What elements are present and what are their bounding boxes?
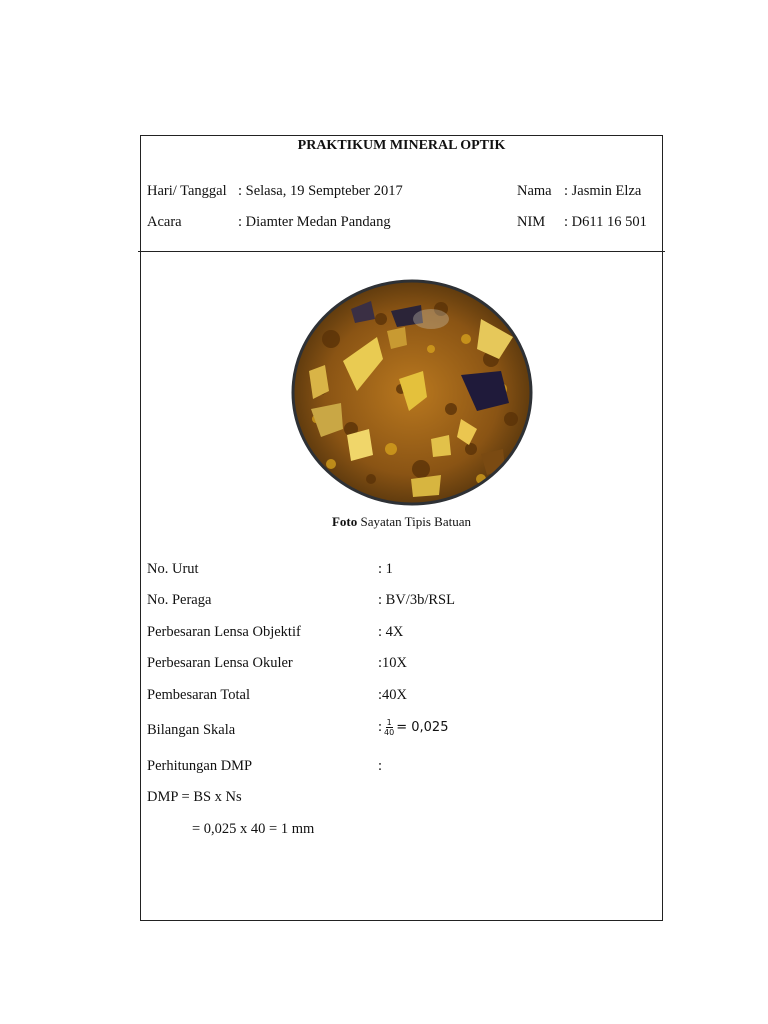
nim-label: NIM (517, 214, 546, 230)
page-title: PRAKTIKUM MINERAL OPTIK (297, 138, 506, 153)
formula-line-1: DMP = BS x Ns (147, 789, 242, 805)
formula-line-2: = 0,025 x 40 = 1 mm (192, 821, 315, 837)
hari-label: Hari/ Tanggal (147, 183, 227, 199)
nim-value: : D611 16 501 (564, 214, 647, 230)
fraction-numerator: 1 (386, 718, 392, 727)
detail-label-peraga: No. Peraga (147, 592, 212, 608)
fraction-denominator: 40 (384, 728, 395, 737)
header-divider (138, 251, 665, 252)
detail-label-objektif: Perbesaran Lensa Objektif (147, 624, 301, 640)
detail-value-urut: : 1 (378, 561, 393, 577)
detail-value-peraga: : BV/3b/RSL (378, 592, 455, 608)
acara-value: : Diamter Medan Pandang (238, 214, 391, 230)
thin-section-photo (291, 279, 533, 506)
detail-value-total: :40X (378, 687, 407, 703)
detail-value-okuler: :10X (378, 655, 407, 671)
skala-colon: : (378, 718, 383, 735)
photo-caption (140, 514, 663, 530)
detail-value-dmp: : (378, 758, 383, 774)
caption-text: Sayatan Tipis Batuan (357, 514, 472, 529)
caption-bold: Foto (331, 514, 358, 529)
detail-label-urut: No. Urut (147, 561, 199, 577)
acara-label: Acara (147, 214, 182, 230)
detail-label-skala: Bilangan Skala (147, 722, 236, 738)
nama-value: : Jasmin Elza (564, 183, 642, 199)
nama-label: Nama (517, 183, 552, 199)
detail-label-okuler: Perbesaran Lensa Okuler (147, 655, 293, 671)
detail-value-skala (378, 718, 448, 737)
detail-value-objektif: : 4X (378, 624, 404, 640)
detail-label-dmp: Perhitungan DMP (147, 758, 253, 774)
hari-value: : Selasa, 19 Sempteber 2017 (238, 183, 403, 199)
detail-label-total: Pembesaran Total (147, 687, 251, 703)
skala-result: = 0,025 (396, 719, 449, 735)
skala-fraction (384, 718, 394, 737)
